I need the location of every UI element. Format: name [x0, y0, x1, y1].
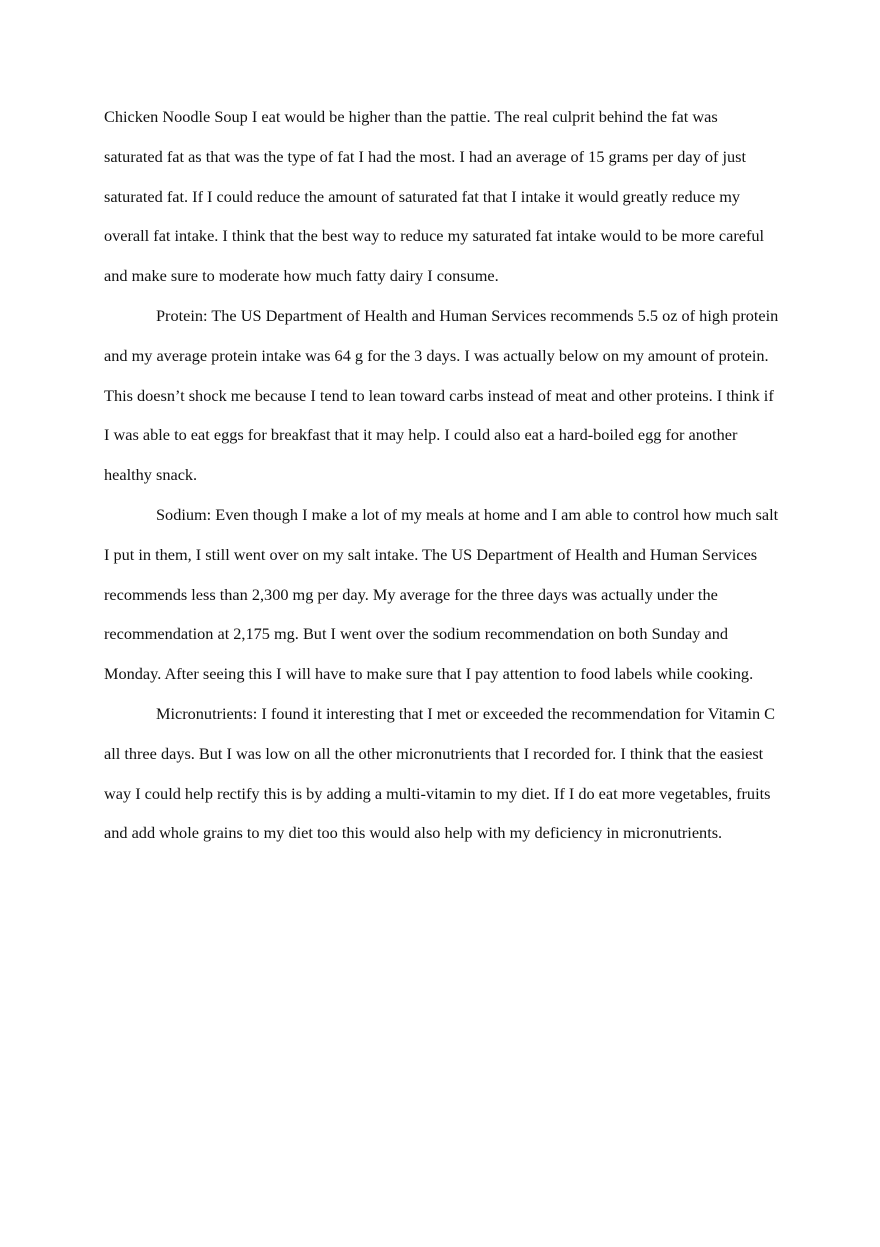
paragraph-sodium: Sodium: Even though I make a lot of my meals at home and I am able to control how much salt I put in them, I still went over on my salt intake. The US Department of Health and Human Services recommends less than 2,300 mg per day. My average for the three days was actually under the recommendation at 2,175 mg. But I went over the sodium recommendation on both Sunday and Monday. After seeing this I will have to make sure that I pay attention to food labels while cooking. — [104, 504, 779, 684]
paragraph-protein: Protein: The US Department of Health and Human Services recommends 5.5 oz of high protein and my average protein intake was 64 g for the 3 days. I was actually below on my amount of protein. This doesn’t shock me because I tend to lean toward carbs instead of meat and other proteins. I think if I was able to eat eggs for breakfast that it may help. I could also eat a hard-boiled egg for another healthy snack. — [104, 305, 779, 485]
paragraph-micronutrients: Micronutrients: I found it interesting that I met or exceeded the recommendation for Vitamin C all three days. But I was low on all the other micronutrients that I recorded for. I think that the easiest way I could help rectify this is by adding a multi-vitamin to my diet. If I do eat more vegetables, fruits and add whole grains to my diet too this would also help with my deficiency in micronutrients. — [104, 703, 776, 843]
document-body — [104, 97, 780, 853]
paragraph-fat: Chicken Noodle Soup I eat would be higher than the pattie. The real culprit behind the fat was saturated fat as that was the type of fat I had the most. I had an average of 15 grams per day of just saturated fat. If I could reduce the amount of saturated fat that I intake it would greatly reduce my overall fat intake. I think that the best way to reduce my saturated fat intake would to be more careful and make sure to moderate how much fatty dairy I consume. — [104, 107, 765, 286]
